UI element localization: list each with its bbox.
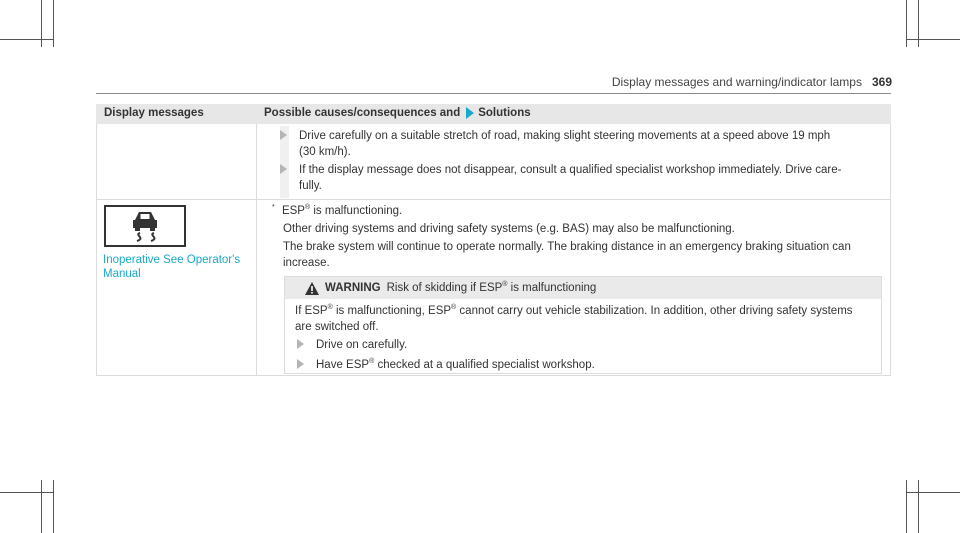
table-header <box>96 104 891 124</box>
step-text: If the display message does not disappear, consult a qualified specialist workshop immediately. Drive care- <box>299 164 842 176</box>
display-message-caption: Inoperative See Operator's Manual <box>103 254 241 280</box>
registered-mark: ® <box>304 204 311 212</box>
warning-step <box>297 357 595 373</box>
step-text: Drive carefully on a suitable stretch of road, making slight steering movements at a speed above 19 mph <box>299 130 831 142</box>
asterisk-marker: * <box>272 204 275 212</box>
crop-mark <box>906 492 960 493</box>
crop-mark <box>918 480 919 533</box>
header-rule <box>96 93 891 94</box>
crop-mark <box>0 39 53 40</box>
solution-step <box>280 162 880 194</box>
warning-step <box>297 337 407 353</box>
running-head-title: Display messages and warning/indicator lamps <box>611 75 862 89</box>
display-messages-table <box>96 104 891 376</box>
warning-label: WARNING <box>325 282 381 294</box>
crop-mark <box>906 0 907 47</box>
crop-mark <box>906 480 907 533</box>
running-head <box>612 75 892 89</box>
col-header-causes-text: Possible causes/consequences and <box>264 107 461 119</box>
step-text: (30 km/h). <box>299 146 351 158</box>
col-header-causes <box>264 107 531 119</box>
solution-step <box>280 128 880 160</box>
table-border <box>96 124 97 375</box>
step-text: Have ESP® checked at a qualified specialist workshop. <box>316 358 595 371</box>
step-arrow-icon <box>297 339 304 349</box>
step-arrow-icon <box>280 130 287 140</box>
cause-text: is malfunctioning. <box>313 205 403 217</box>
page-number: 369 <box>871 75 892 89</box>
warning-box <box>284 276 882 374</box>
crop-mark <box>53 480 54 533</box>
warning-title: Risk of skidding if ESP® is malfunctioning <box>386 281 597 294</box>
crop-mark <box>41 480 42 533</box>
warning-text: If ESP® is malfunctioning, ESP® cannot carry out vehicle stabilization. In addition, other driving safety systems are switched off. <box>295 304 853 333</box>
esp-label: ESP <box>281 205 305 217</box>
table-border <box>890 124 891 375</box>
row-divider <box>96 199 891 200</box>
col-header-solutions-text: Solutions <box>478 107 531 119</box>
step-text: fully. <box>299 180 322 192</box>
cause-line <box>272 203 402 219</box>
column-divider <box>256 124 257 375</box>
step-arrow-icon <box>280 164 287 174</box>
esp-skid-car-icon <box>104 205 186 247</box>
consequence-text: Other driving systems and driving safety systems (e.g. BAS) may also be malfunctioning. <box>283 223 735 235</box>
crop-mark <box>0 492 53 493</box>
solution-arrow-icon <box>466 107 474 119</box>
warning-triangle-icon <box>305 282 319 295</box>
step-text: Drive on carefully. <box>316 339 408 351</box>
step-arrow-icon <box>297 359 304 369</box>
warning-header <box>285 277 881 299</box>
col-header-display-messages: Display messages <box>104 107 204 119</box>
crop-mark <box>53 0 54 47</box>
crop-mark <box>906 39 960 40</box>
consequence-text: The brake system will continue to operate normally. The braking distance in an emergency braking situation can increase. <box>283 241 851 269</box>
